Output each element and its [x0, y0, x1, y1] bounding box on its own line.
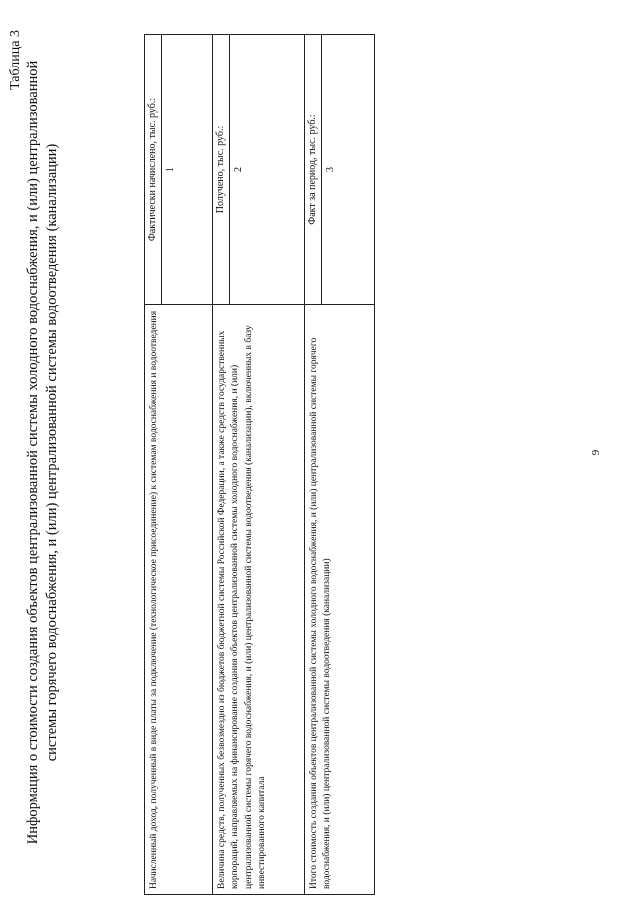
row-description: Величина средств, полученных безвозмездно из бюджетов бюджетной системы Российской Федерации, а также средств государственных корпораций, направляемых на финансирование создания объектов централизованной системы холодного водоснабжения, и (или) централизованной системы горячего водоснабжения, и (или) централизованной системы водоотведения (канализации), включенных в базу инвестированного капитала [217, 325, 268, 889]
page-number: 9 [590, 449, 602, 456]
column-number: 2 [233, 167, 245, 172]
table-row [213, 35, 305, 895]
column-number: 3 [325, 167, 337, 172]
row-description-cell [305, 305, 375, 895]
cost-info-table [144, 34, 375, 895]
value-header: Фактически начислено, тыс. руб.: [145, 35, 162, 304]
row-value-cell [145, 35, 213, 305]
row-description: Итого стоимость создания объектов централизованной системы холодного водоснабжения, и (или) централизованной системы горячего водоснабжения, и (или) централизованной системы водоотведения (канализации) [309, 337, 333, 889]
document-title: Информация о стоимости создания объектов централизованной системы холодного водоснабжения, и (или) централизованной системы горячего водоснабжения, и (или) централизованной системы водоотведения (канализации) [25, 60, 61, 845]
table-row [145, 35, 213, 895]
row-description: Начисленный доход, полученный в виде платы за подключение (технологическое присоединение) к системам водоснабжения и водоотведения [149, 310, 159, 889]
row-description-cell [213, 305, 305, 895]
value-header: Факт за период, тыс. руб.: [305, 35, 322, 304]
value-header: Получено, тыс. руб.: [213, 35, 230, 304]
table-label: Таблица 3 [8, 30, 23, 90]
table-row [305, 35, 375, 895]
row-value-cell [213, 35, 305, 305]
row-description-cell [145, 305, 213, 895]
row-value-cell [305, 35, 375, 305]
column-number: 1 [165, 167, 177, 172]
